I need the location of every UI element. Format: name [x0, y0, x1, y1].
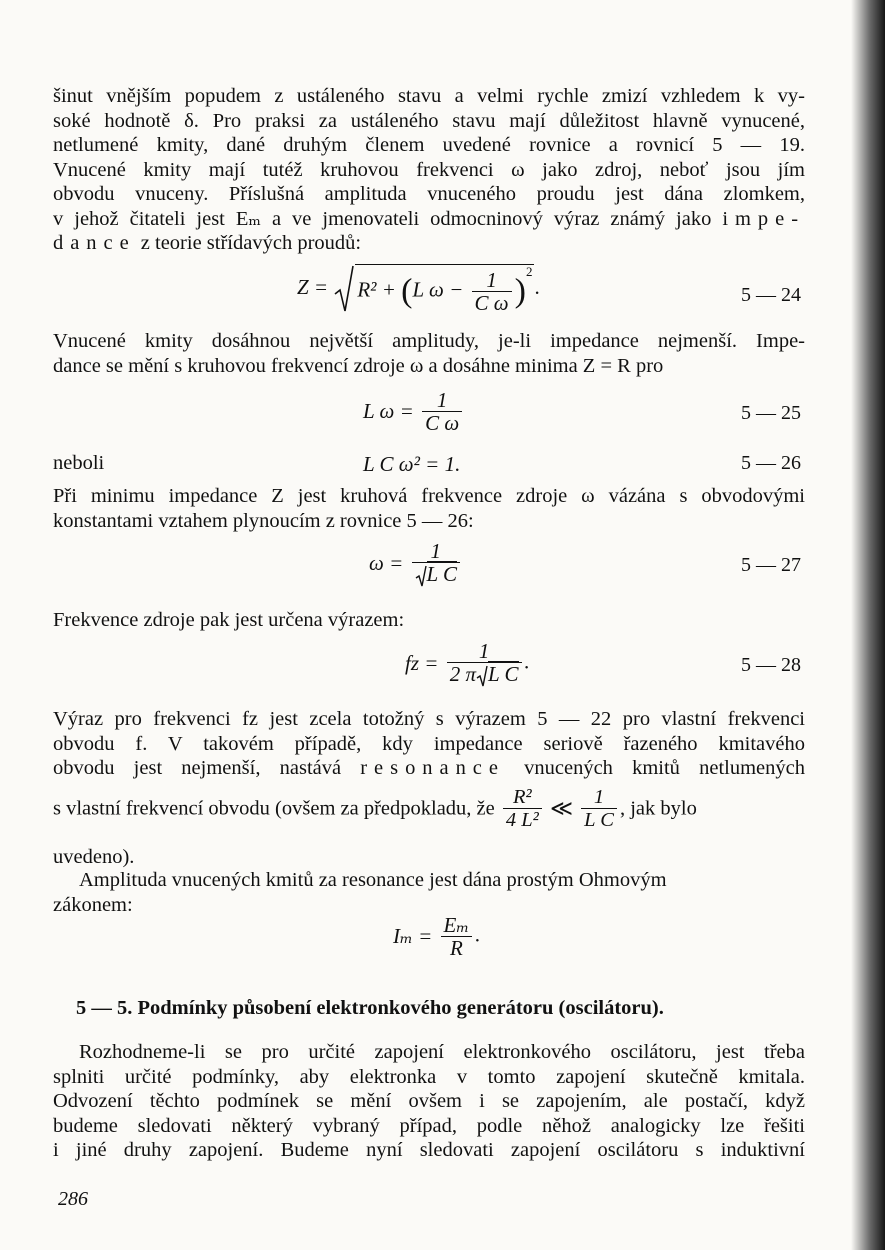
frac-numerator: 1: [430, 539, 442, 563]
equation-number: 5 — 27: [741, 554, 801, 576]
frac-numerator: 1: [436, 388, 448, 412]
equation-5-24: [53, 262, 805, 322]
square-root-icon: [333, 264, 355, 314]
spaced-term-impedance-end: dance: [53, 232, 136, 254]
den-prefix: 2 π: [449, 662, 476, 686]
equation-5-27: [53, 540, 805, 600]
close-paren: ): [514, 272, 526, 310]
text-line: Vnucené kmity dosáhnou největší amplitudy, je-li impedance nejmenší. Impe-: [53, 330, 805, 352]
text-line: netlumené kmity, dané druhým členem uvedené rovnice a rovnicí 5 — 19.: [53, 134, 805, 156]
frac-denominator: 4 L²: [503, 808, 542, 831]
eq-lhs: L ω =: [363, 399, 414, 423]
text-line: uvedeno).: [53, 846, 135, 868]
text-line-part: z teorie střídavých proudů:: [140, 232, 362, 254]
paragraph-6: [53, 868, 805, 917]
open-paren: (: [401, 272, 413, 310]
text-line: Frekvence zdroje pak jest určena výrazem:: [53, 609, 405, 631]
text-line: Odvození těchto podmínek se mění ovšem i se zapojením, ale postačí, když: [53, 1090, 805, 1112]
eq-fraction: [447, 640, 522, 687]
text-line: Amplituda vnucených kmitů za resonance jest dána prostým Ohmovým: [79, 869, 667, 891]
equation-number: 5 — 24: [741, 284, 801, 306]
frac-numerator: 1: [593, 786, 605, 808]
text-line: Vnucené kmity mají tutéž kruhovou frekvenci ω jako zdroj, neboť jsou jím: [53, 158, 805, 181]
text-line: obvodu f. V takovém případě, kdy impedance seriově řazeného kmitavého: [53, 732, 805, 755]
eq-fraction: [422, 389, 462, 434]
text-line: splniti určité podmínky, aby elektronka v tomto zapojení skutečně kmitala.: [53, 1065, 805, 1088]
paragraph-5-formula-line: [53, 786, 805, 838]
paragraph-2: [53, 329, 805, 378]
frac-denominator: R: [441, 936, 473, 959]
eq-lhs: fz =: [405, 651, 439, 676]
equation-5-26: [53, 452, 805, 478]
equation-body: [393, 914, 481, 959]
eq-period: .: [524, 649, 530, 674]
equation-5-25: [53, 389, 805, 449]
equation-body: [405, 640, 530, 687]
text-line-part: v jehož čitateli jest Eₘ a ve jmenovateli odmocninový výraz známý jako: [53, 207, 712, 230]
eq-lhs: Iₘ =: [393, 924, 433, 948]
eq-period: .: [475, 922, 481, 947]
text-line: [53, 231, 805, 256]
text-line: budeme sledovati některý vybraný případ, podle něhož analogicky lze řešiti: [53, 1114, 805, 1137]
eq-lead-text: neboli: [53, 452, 105, 474]
text-line-part: obvodu jest nejmenší, nastává: [53, 757, 342, 779]
equation-body: [297, 264, 540, 314]
page-number: 286: [58, 1188, 88, 1210]
text-line: soké hodnotě δ. Pro praksi za ustáleného stavu mají důležitost hlavně vynucené,: [53, 109, 805, 132]
frac-denominator: C ω: [472, 291, 512, 314]
inline-fraction-r2: [503, 786, 542, 831]
text-line: šinut vnějším popudem z ustáleného stavu a velmi rychle zmizí vzhledem k vy-: [53, 85, 805, 107]
text-line: i jiné druhy zapojení. Budeme nyní sledovati zapojení oscilátoru s induktivní: [53, 1139, 805, 1161]
paragraph-7: [53, 1040, 805, 1163]
equation-ohm: [53, 914, 805, 974]
frac-numerator: Eₘ: [443, 913, 470, 937]
equation-body: [363, 389, 465, 434]
text-line-part: s vlastní frekvencí obvodu (ovšem za předpokladu, že: [53, 797, 495, 820]
text-line-part: , jak bylo: [619, 797, 697, 820]
frac-denominator: [412, 562, 461, 587]
paragraph-1: [53, 84, 805, 256]
inline-fraction-lc: [581, 786, 617, 831]
eq-fraction: [441, 914, 473, 959]
section-heading: 5 — 5. Podmínky působení elektronkového generátoru (oscilátoru).: [76, 997, 664, 1019]
equation-5-28: [53, 640, 805, 700]
eq-exponent: 2: [525, 264, 533, 280]
equation-number: 5 — 26: [741, 452, 801, 474]
radicand: [355, 264, 534, 314]
equation-body: [369, 540, 463, 587]
much-less-symbol: ≪: [549, 795, 573, 821]
paragraph-4: [53, 608, 805, 633]
eq-lhs: ω =: [369, 551, 404, 576]
text-line: Při minimu impedance Z jest kruhová frekvence zdroje ω vázána s obvodovými: [53, 485, 805, 507]
paragraph-5: [53, 707, 805, 781]
equation-number: 5 — 28: [741, 654, 801, 676]
text-line: obvodu vnuceny. Příslušná amplituda vnuceného proudu jest dána zlomkem,: [53, 183, 805, 205]
frac-numerator: 1: [486, 268, 497, 292]
eq-inner: L ω −: [412, 277, 464, 302]
frac-numerator: R²: [513, 786, 532, 808]
square-root-icon: [476, 665, 488, 687]
paragraph-3: [53, 484, 805, 533]
square-root-icon: [415, 565, 427, 587]
frac-denominator: [447, 662, 522, 687]
eq-period: .: [534, 274, 540, 299]
eq-fraction: [472, 269, 512, 314]
eq-lhs: Z =: [297, 274, 329, 299]
eq-r-squared: R² +: [357, 277, 396, 302]
eq-fraction: [412, 540, 461, 587]
spaced-term-impedance: impe-: [722, 207, 806, 230]
equation-body: L C ω² = 1.: [363, 452, 461, 476]
radicand: L C: [487, 662, 519, 686]
radicand: L C: [426, 562, 458, 586]
text-line: [53, 756, 805, 781]
text-line: konstantami vztahem plynoucím z rovnice 5 — 26:: [53, 509, 474, 532]
text-line: Rozhodneme-li se pro určité zapojení elektronkového oscilátoru, jest třeba: [79, 1041, 805, 1063]
frac-denominator: L C: [581, 808, 617, 831]
text-line-part: vnucených kmitů netlumených: [524, 757, 805, 779]
paragraph-5-end: [53, 845, 805, 870]
frac-denominator: C ω: [422, 411, 462, 434]
page-binding-shadow: [851, 0, 885, 1250]
spaced-term-resonance: resonance: [360, 757, 505, 779]
text-line: dance se mění s kruhovou frekvencí zdroje ω a dosáhne minima Z = R pro: [53, 354, 664, 377]
frac-numerator: 1: [478, 639, 490, 663]
text-line: Výraz pro frekvenci fz jest zcela totožný s výrazem 5 — 22 pro vlastní frekvenci: [53, 708, 805, 730]
equation-number: 5 — 25: [741, 402, 801, 424]
text-line: zákonem:: [53, 893, 133, 916]
text-line: [53, 207, 805, 232]
